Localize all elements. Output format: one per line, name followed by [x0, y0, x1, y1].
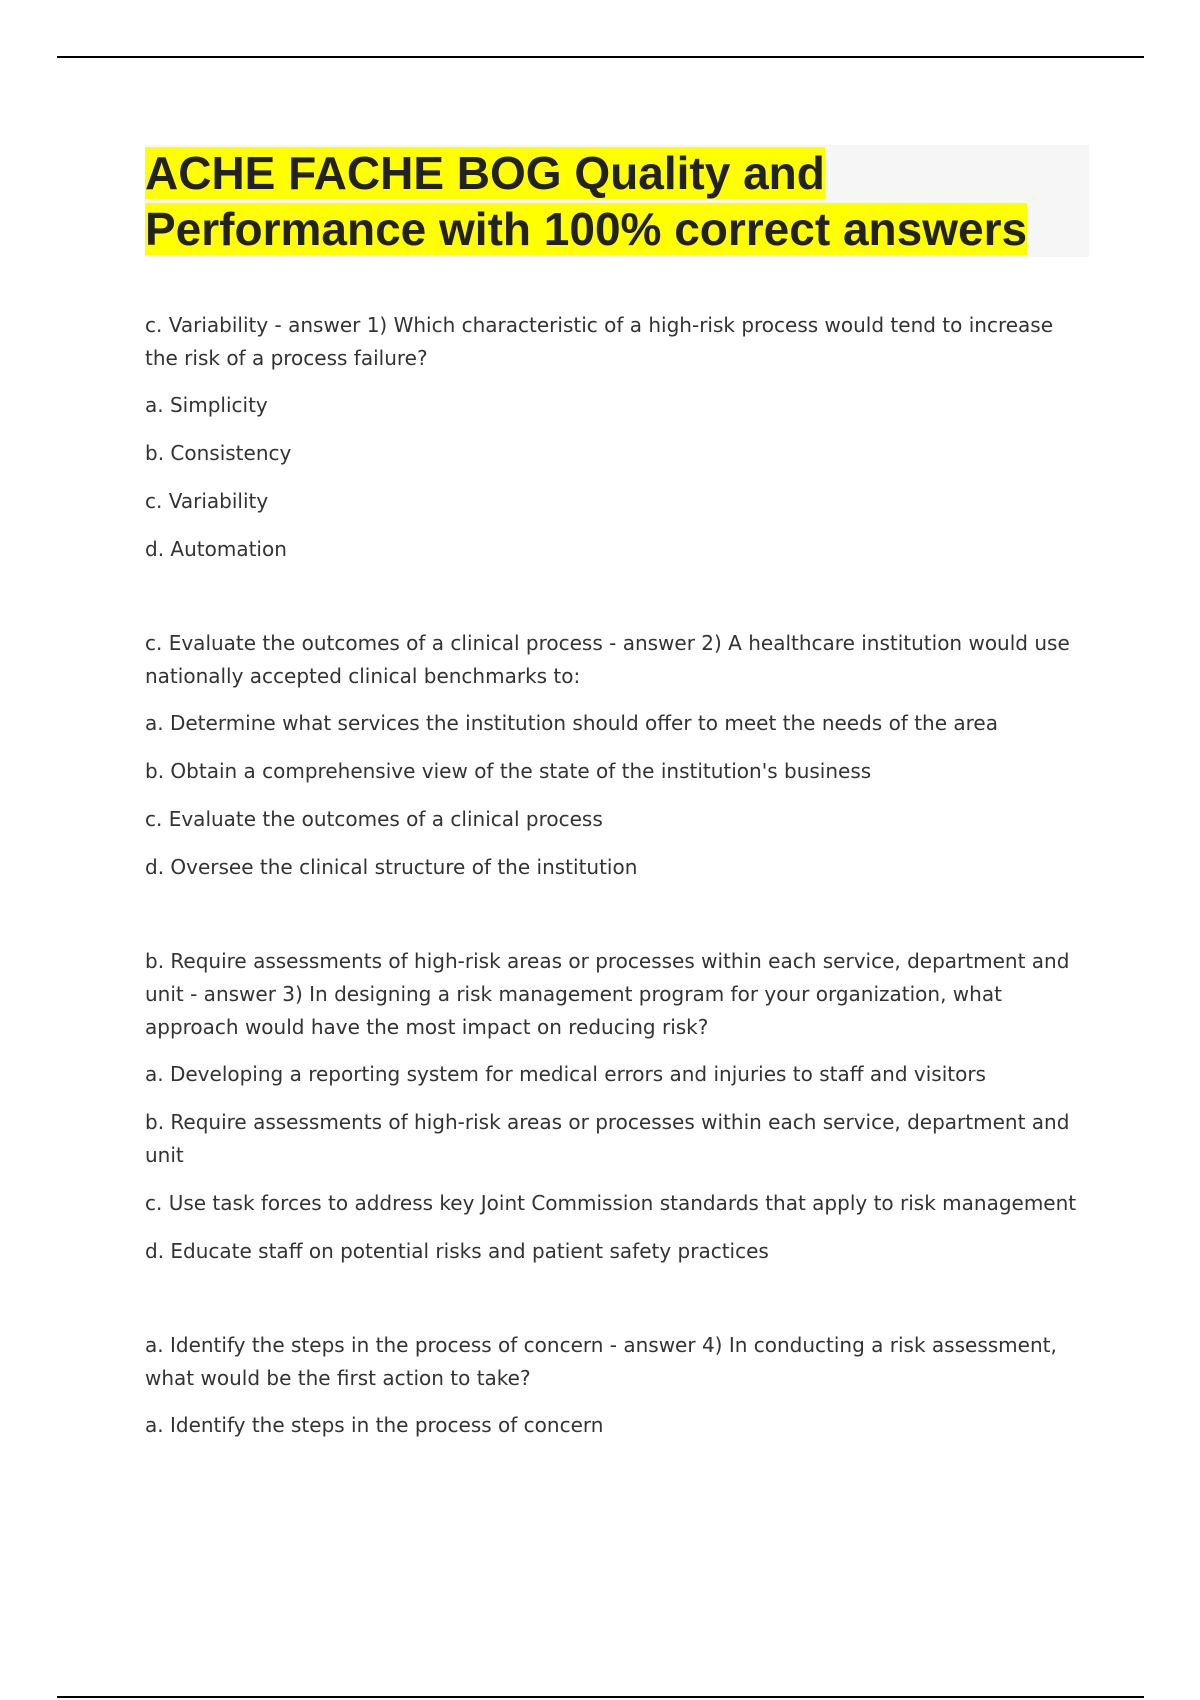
answer-option: b. Require assessments of high-risk areas or processes within each service, department and unit — [145, 1110, 1070, 1167]
document-body — [145, 145, 1090, 1457]
question-text: c. Variability - answer 1) Which characteristic of a high-risk process would tend to increase the risk of a process failure? — [145, 313, 1054, 370]
question-text: a. Identify the steps in the process of concern - answer 4) In conducting a risk assessment, what would be the first action to take? — [145, 1333, 1057, 1390]
document-title: ACHE FACHE BOG Quality and Performance with 100% correct answers — [145, 147, 1028, 255]
header-rule — [57, 56, 1144, 58]
answer-option: d. Automation — [145, 537, 287, 561]
answer-option: c. Use task forces to address key Joint Commission standards that apply to risk management — [145, 1191, 1077, 1215]
question-block-2 — [145, 627, 1090, 884]
footer-rule — [57, 1696, 1144, 1698]
answer-option: c. Evaluate the outcomes of a clinical process — [145, 807, 603, 831]
answer-option: a. Identify the steps in the process of concern — [145, 1413, 604, 1437]
title-block — [145, 145, 1089, 257]
answer-option: b. Obtain a comprehensive view of the state of the institution's business — [145, 759, 872, 783]
answer-option: a. Developing a reporting system for medical errors and injuries to staff and visitors — [145, 1062, 986, 1086]
question-text: b. Require assessments of high-risk areas or processes within each service, department and unit - answer 3) In designing a risk management program for your organization, what approach would have the most impact on reducing risk? — [145, 949, 1070, 1039]
answer-option: d. Oversee the clinical structure of the institution — [145, 855, 638, 879]
answer-option: d. Educate staff on potential risks and patient safety practices — [145, 1239, 769, 1263]
question-block-1 — [145, 309, 1090, 566]
answer-option: a. Determine what services the institution should offer to meet the needs of the area — [145, 711, 998, 735]
question-block-4 — [145, 1329, 1090, 1442]
answer-option: b. Consistency — [145, 441, 292, 465]
answer-option: a. Simplicity — [145, 393, 268, 417]
question-block-3 — [145, 945, 1090, 1268]
question-text: c. Evaluate the outcomes of a clinical process - answer 2) A healthcare institution would use nationally accepted clinical benchmarks to: — [145, 631, 1070, 688]
answer-option: c. Variability — [145, 489, 269, 513]
